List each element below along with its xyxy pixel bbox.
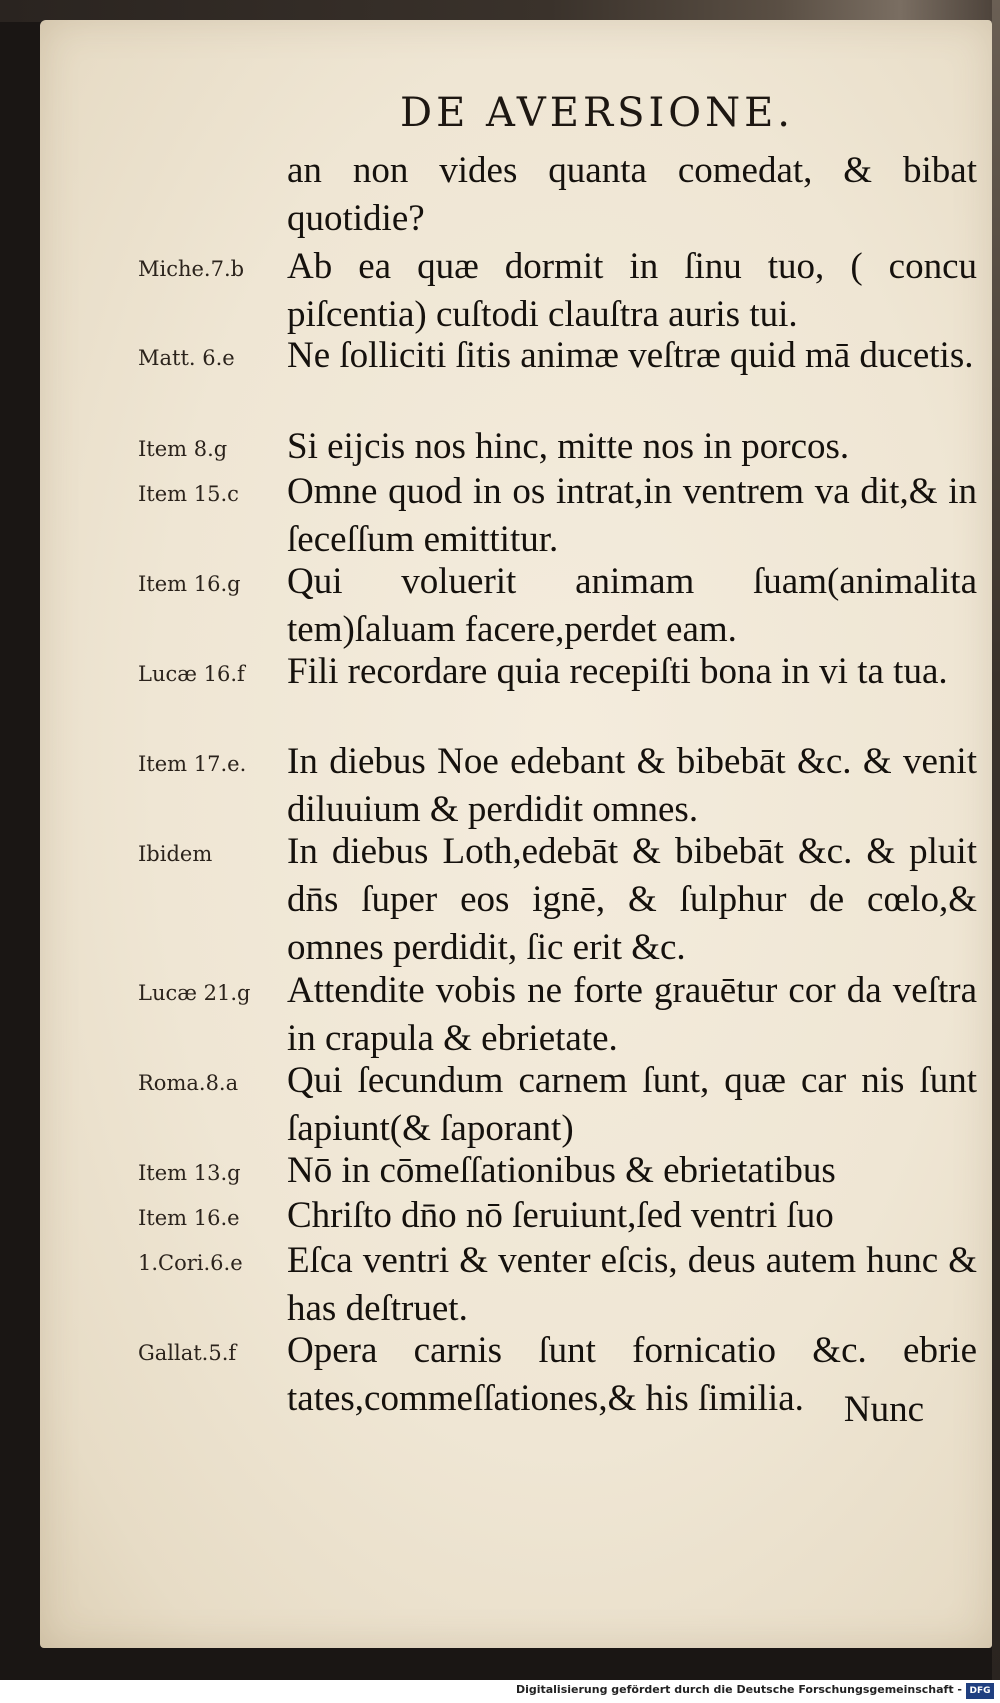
margin-reference: Lucæ 21.g [138, 981, 251, 1005]
margin-reference: 1.Cori.6.e [138, 1251, 243, 1275]
verse-text: an non vides quanta comedat, & bibat quotidie? [287, 150, 977, 239]
margin-reference: Matt. 6.e [138, 346, 235, 370]
verse-text: Eſca ventri & venter eſcis, deus autem hunc & has deſtruet. [287, 1240, 977, 1329]
verse-text: Ab ea quæ dormit in ſinu tuo, ( concu piſcentia) cuſtodi clauſtra auris tui. [287, 246, 977, 335]
margin-reference: Item 17.e. [138, 752, 247, 776]
margin-reference: Miche.7.b [138, 257, 245, 281]
verse-text: In diebus Noe edebant & bibebāt &c. & venit diluuium & perdidit omnes. [287, 741, 977, 830]
catchword: Nunc [843, 1389, 924, 1430]
running-title: DE AVERSIONE. [400, 90, 794, 136]
verse-text: Fili recordare quia recepiſti bona in vi ta tua. [287, 651, 948, 692]
margin-reference: Gallat.5.f [138, 1341, 237, 1365]
verse-text: Nō in cōmeſſationibus & ebrietatibus [287, 1150, 836, 1191]
verse-text: Chriſto dn̄o nō ſeruiunt,ſed ventri ſuo [287, 1195, 834, 1236]
dfg-logo: DFG [966, 1683, 994, 1699]
verse-text: Attendite vobis ne forte grauētur cor da veſtra in crapula & ebrietate. [287, 970, 977, 1059]
funding-credit: Digitalisierung gefördert durch die Deutsche Forschungsgemeinschaft - [515, 1683, 962, 1696]
margin-reference: Item 16.e [138, 1206, 240, 1230]
verse-text: Opera carnis ſunt fornicatio &c. ebrie tates,commeſſationes,& his ſimilia. [287, 1330, 977, 1419]
book-edge-right [992, 0, 1000, 1703]
book-page [40, 20, 992, 1648]
margin-reference: Ibidem [138, 842, 213, 866]
margin-reference: Item 15.c [138, 482, 239, 506]
margin-reference: Item 8.g [138, 437, 228, 461]
digitization-footer [0, 1680, 1000, 1703]
verse-text: Si eijcis nos hinc, mitte nos in porcos. [287, 426, 850, 467]
verse-text: Omne quod in os intrat,in ventrem va dit,& in ſeceſſum emittitur. [287, 471, 977, 560]
margin-reference: Item 16.g [138, 572, 241, 596]
verse-text: Qui ſecundum carnem ſunt, quæ car nis ſunt ſapiunt(& ſaporant) [287, 1060, 977, 1149]
verse-text: Qui voluerit animam ſuam(animalita tem)ſaluam facere,perdet eam. [287, 561, 977, 650]
book-edge-top [0, 0, 1000, 22]
margin-reference: Roma.8.a [138, 1071, 239, 1095]
margin-reference: Lucæ 16.f [138, 662, 245, 686]
verse-text: Ne ſolliciti ſitis animæ veſtræ quid mā ducetis. [287, 335, 974, 376]
margin-reference: Item 13.g [138, 1161, 241, 1185]
verse-text: In diebus Loth,edebāt & bibebāt &c. & pluit dn̄s ſuper eos ignē, & ſulphur de cœlo,& omnes perdidit, ſic erit &c. [287, 831, 977, 968]
